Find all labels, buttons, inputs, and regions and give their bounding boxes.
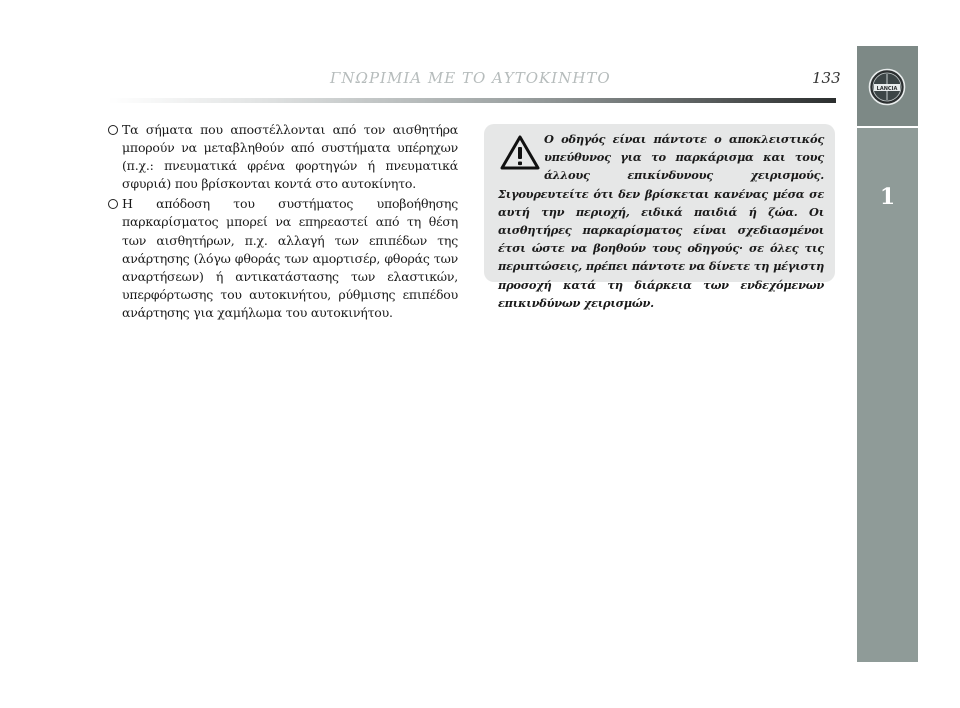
header-rule xyxy=(108,98,836,103)
tab-divider xyxy=(857,126,918,128)
bullet-circle-icon xyxy=(108,125,118,135)
bullet-circle-icon xyxy=(108,199,118,209)
page-header-title: ΓΝΩΡΙΜΙΑ ΜΕ ΤΟ ΑΥΤΟΚΙΝΗΤΟ xyxy=(330,69,611,87)
list-item-text: Η απόδοση του συστήματος υποβοήθησης παρκαρίσματος μπορεί να επηρεαστεί από τη θέση των αισθητήρων, π.χ. αλλαγή των επιπέδων της ανάρτησης (λόγω φθοράς των αμορτισέρ, φθοράς των αναρτήσεων) ή αντικατάστασης των ελαστικών, υπερφόρτωσης του αυτοκινήτου, ρύθμισης επιπέδου ανάρτησης για χαμήλωμα του αυτοκινήτου. xyxy=(122,196,458,320)
page-number: 133 xyxy=(812,69,841,87)
warning-text-block xyxy=(498,130,824,312)
list-item xyxy=(108,195,458,322)
logo-text: LANCIA xyxy=(876,85,898,92)
chapter-number: 1 xyxy=(879,184,896,210)
icon-spacer xyxy=(498,130,544,182)
warning-text: Ο οδηγός είναι πάντοτε ο αποκλειστικός υπεύθυνος για το παρκάρισμα και τους άλλους επικίνδυνους χειρισμούς. Σιγουρευτείτε ότι δεν βρίσκεται κανένας μέσα σε αυτή την περιοχή, ειδικά παιδιά ή ζώα. Οι αισθητήρες παρκαρίσματος είναι σχεδιασμένοι έτσι ώστε να βοηθούν τους οδηγούς· σε όλες τις περιπτώσεις, πρέπει πάντοτε να δίνετε τη μέγιστη προσοχή κατά τη διάρκεια των ενδεχόμενων επικινδύνων χειρισμών. xyxy=(498,132,824,310)
bullet-list xyxy=(108,121,458,324)
warning-box xyxy=(484,124,835,310)
chapter-side-tab xyxy=(857,46,918,662)
list-item xyxy=(108,121,458,193)
logo-box xyxy=(857,46,918,126)
lancia-logo-icon xyxy=(868,68,906,106)
list-item-text: Τα σήματα που αποστέλλονται από τον αισθητήρα μπορούν να μεταβληθούν από συστήματα υπέρηχων (π.χ.: πνευματικά φρένα φορτηγών ή πνευματικά σφυριά) που βρίσκονται κοντά στο αυτοκίνητο. xyxy=(122,122,458,192)
